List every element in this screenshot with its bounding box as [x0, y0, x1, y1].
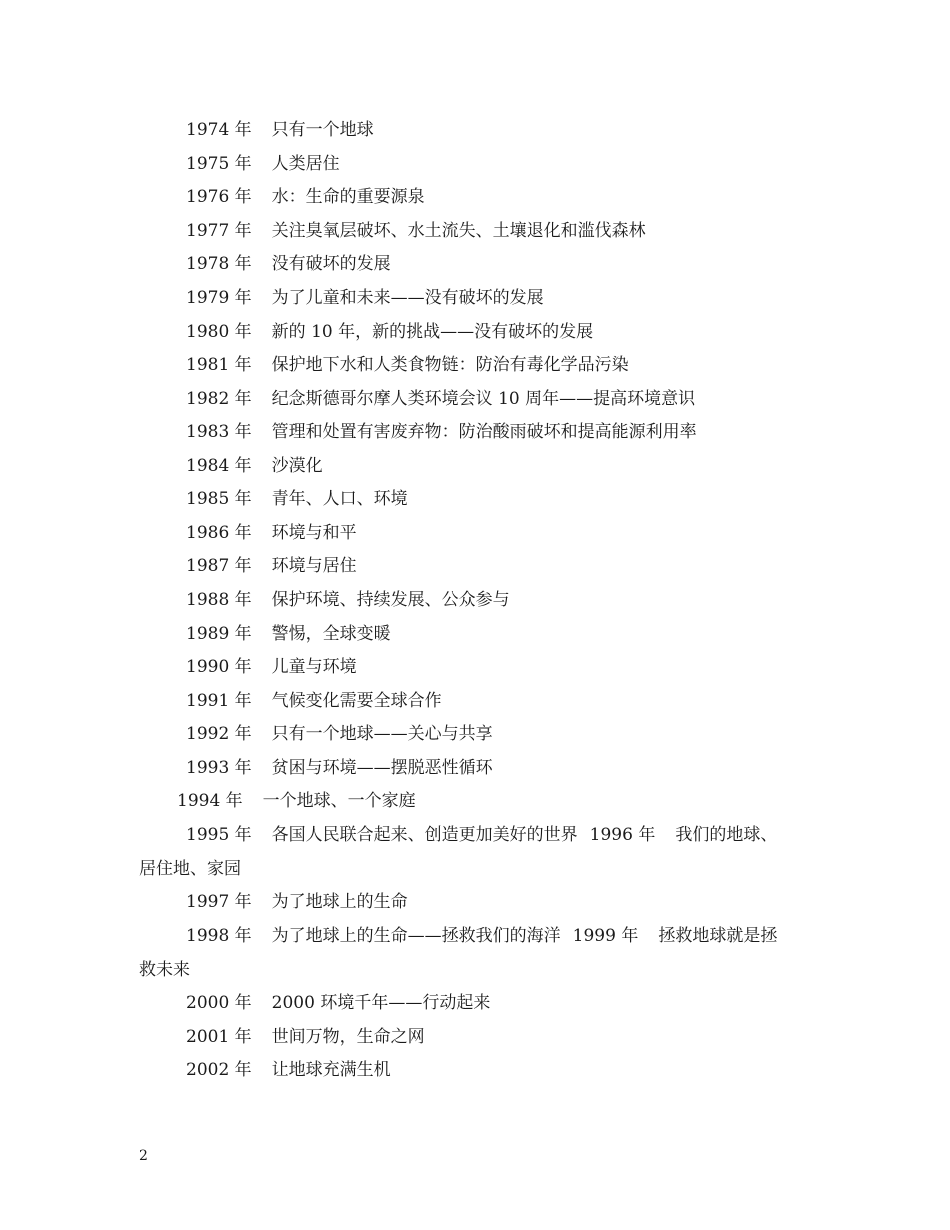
entry-theme: 儿童与环境 — [271, 657, 357, 677]
entry-year: 2001 年 — [186, 1027, 252, 1047]
list-item — [177, 791, 416, 811]
entry-year: 1996 年 — [589, 825, 656, 845]
entry-theme: 为了地球上的生命 — [271, 892, 408, 912]
entry-theme: 青年、人口、环境 — [271, 489, 408, 509]
entry-theme: 水：生命的重要源泉 — [271, 187, 425, 207]
list-item — [186, 456, 323, 476]
list-item — [186, 322, 593, 342]
list-item — [186, 120, 374, 140]
entry-theme: 保护地下水和人类食物链：防治有毒化学品污染 — [271, 355, 629, 375]
entry-theme: 关注臭氧层破坏、水土流失、土壤退化和滥伐森林 — [271, 221, 646, 241]
list-item — [186, 187, 425, 207]
list-item — [186, 1060, 391, 1080]
entry-theme-part1: 我们的地球、 — [675, 825, 778, 845]
list-item — [186, 355, 629, 375]
entry-theme: 管理和处置有害废弃物：防治酸雨破坏和提高能源利用率 — [271, 422, 697, 442]
list-item — [186, 422, 697, 442]
list-item — [186, 288, 544, 308]
entry-year: 1988 年 — [186, 590, 252, 610]
entry-theme: 人类居住 — [271, 154, 340, 174]
entry-year: 1995 年 — [186, 825, 252, 845]
entry-theme: 2000 环境千年——行动起来 — [271, 993, 491, 1013]
entry-theme: 纪念斯德哥尔摩人类环境会议 10 周年——提高环境意识 — [271, 389, 696, 409]
list-item — [186, 657, 357, 677]
entry-theme: 新的 10 年，新的挑战——没有破坏的发展 — [271, 322, 594, 342]
entry-theme: 只有一个地球 — [271, 120, 374, 140]
entry-year: 1985 年 — [186, 489, 252, 509]
list-item — [186, 489, 408, 509]
entry-theme: 世间万物，生命之网 — [271, 1027, 425, 1047]
list-item — [186, 590, 510, 610]
entry-year: 1992 年 — [186, 724, 252, 744]
list-item-continuation — [139, 859, 241, 879]
entry-theme: 环境与和平 — [271, 523, 357, 543]
list-item — [186, 624, 391, 644]
entry-theme: 让地球充满生机 — [271, 1060, 391, 1080]
list-item — [186, 221, 646, 241]
entry-year: 1984 年 — [186, 456, 252, 476]
list-item — [186, 556, 357, 576]
entry-theme: 贫困与环境——摆脱恶性循环 — [271, 758, 493, 778]
list-item — [186, 993, 490, 1013]
list-item — [186, 523, 357, 543]
list-item — [186, 154, 340, 174]
entry-year: 1976 年 — [186, 187, 252, 207]
entry-year: 1981 年 — [186, 355, 252, 375]
entry-year: 1998 年 — [186, 926, 252, 946]
entry-year: 1993 年 — [186, 758, 252, 778]
list-item — [186, 926, 777, 946]
entry-year: 1975 年 — [186, 154, 252, 174]
entry-theme: 沙漠化 — [271, 456, 323, 476]
entry-year: 1994 年 — [177, 791, 243, 811]
entry-theme: 气候变化需要全球合作 — [271, 691, 442, 711]
list-item — [186, 724, 493, 744]
entry-theme-part2: 居住地、家园 — [139, 859, 241, 879]
list-item — [186, 892, 408, 912]
list-item-continuation — [139, 960, 190, 980]
entry-theme: 各国人民联合起来、创造更加美好的世界 — [271, 825, 578, 845]
entry-theme: 为了儿童和未来——没有破坏的发展 — [271, 288, 544, 308]
page-number: 2 — [139, 1148, 148, 1164]
entry-year: 1983 年 — [186, 422, 252, 442]
entry-year: 1978 年 — [186, 254, 252, 274]
entry-theme: 没有破坏的发展 — [271, 254, 391, 274]
entry-year: 1986 年 — [186, 523, 252, 543]
list-item — [186, 254, 391, 274]
entry-theme: 环境与居住 — [271, 556, 357, 576]
entry-year: 2002 年 — [186, 1060, 252, 1080]
list-item — [186, 825, 777, 845]
entry-theme: 只有一个地球——关心与共享 — [271, 724, 493, 744]
entry-year: 1997 年 — [186, 892, 252, 912]
list-item — [186, 758, 493, 778]
entry-year: 1982 年 — [186, 389, 252, 409]
entry-theme: 一个地球、一个家庭 — [262, 791, 416, 811]
entry-year: 1999 年 — [572, 926, 639, 946]
list-item — [186, 691, 442, 711]
entry-year: 1974 年 — [186, 120, 252, 140]
entry-year: 1990 年 — [186, 657, 252, 677]
entry-theme-part2: 救未来 — [139, 960, 190, 980]
entry-theme: 警惕，全球变暖 — [271, 624, 391, 644]
entry-year: 1987 年 — [186, 556, 252, 576]
entry-year: 1980 年 — [186, 322, 252, 342]
entry-year: 1991 年 — [186, 691, 252, 711]
entry-year: 1989 年 — [186, 624, 252, 644]
entry-theme-part1: 拯救地球就是拯 — [658, 926, 778, 946]
entry-theme: 为了地球上的生命——拯救我们的海洋 — [271, 926, 561, 946]
entry-year: 1977 年 — [186, 221, 252, 241]
entry-year: 1979 年 — [186, 288, 252, 308]
list-item — [186, 1027, 425, 1047]
entry-year: 2000 年 — [186, 993, 252, 1013]
list-item — [186, 389, 695, 409]
entry-theme: 保护环境、持续发展、公众参与 — [271, 590, 510, 610]
